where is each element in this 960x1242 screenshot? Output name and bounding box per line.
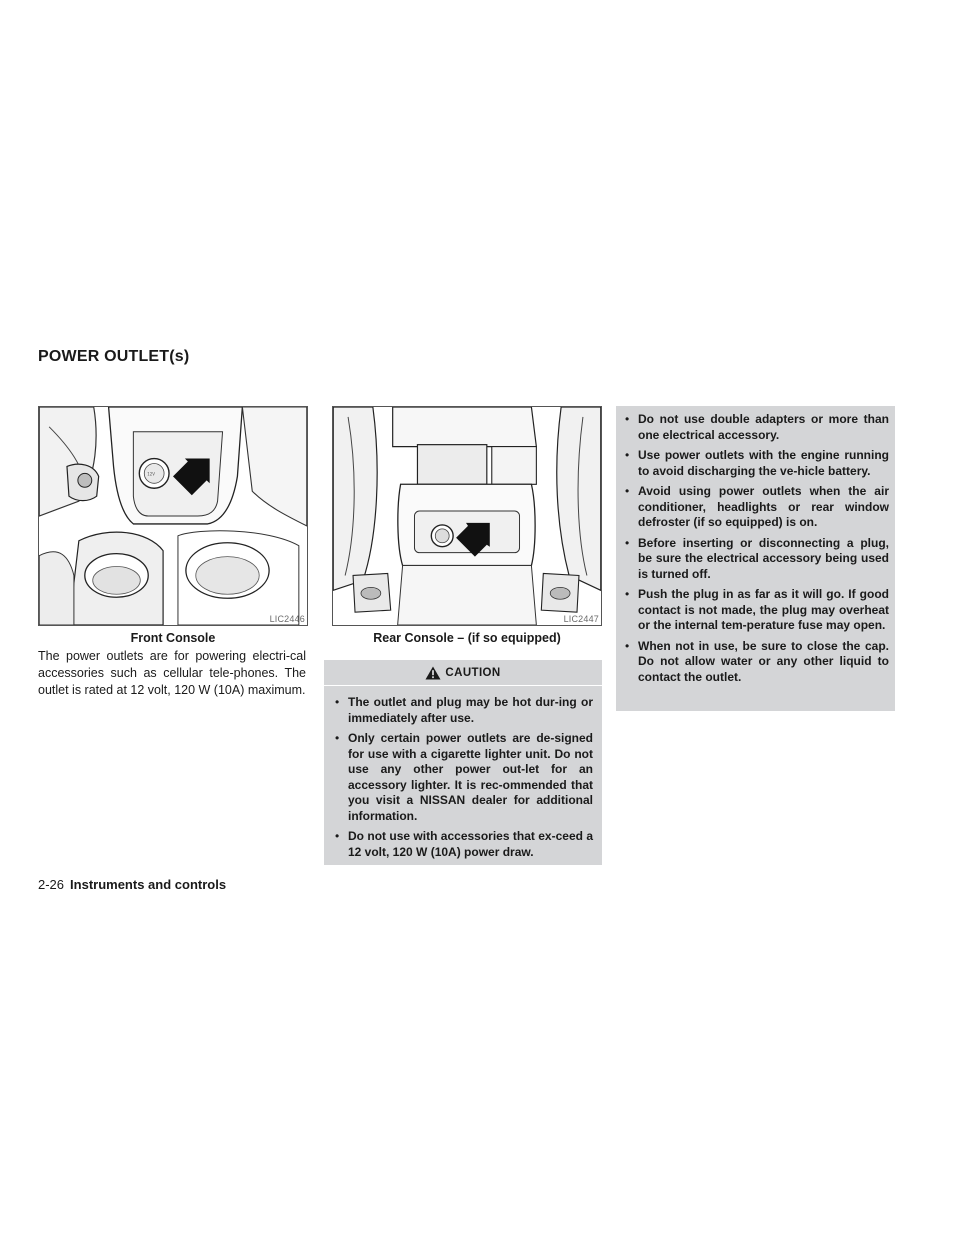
front-console-illustration (39, 407, 307, 625)
caution-label: CAUTION (445, 666, 501, 679)
list-item: • Do not use with accessories that ex-ceed a 12 volt, 120 W (10A) power draw. (333, 829, 593, 860)
caution-continued-box (616, 406, 895, 711)
list-item: • Before inserting or disconnecting a plug, be sure the electrical accessory being used is turned off. (623, 536, 889, 583)
rear-console-illustration (333, 407, 601, 625)
list-item: • When not in use, be sure to close the cap. Do not allow water or any other liquid to contact the outlet. (623, 639, 889, 686)
front-console-figure (38, 406, 308, 626)
figure-code: LIC2447 (563, 614, 599, 624)
caution-list-continued (623, 412, 889, 685)
rear-console-figure (332, 406, 602, 626)
warning-triangle-icon (425, 666, 441, 680)
caution-list (333, 695, 593, 860)
svg-text:12V: 12V (147, 471, 155, 477)
list-item: • Push the plug in as far as it will go. If good contact is not made, the plug may overheat or the internal tem-perature fuse may open. (623, 587, 889, 634)
section-title: POWER OUTLET(s) (38, 348, 190, 365)
body-paragraph: The power outlets are for powering electri-cal accessories such as cellular tele-phones. The outlet is rated at 12 volt, 120 W (10A) maximum. (38, 649, 306, 697)
caution-box (324, 660, 602, 865)
list-item: • Use power outlets with the engine running to avoid discharging the ve-hicle battery. (623, 448, 889, 479)
list-item: • Avoid using power outlets when the air conditioner, headlights or rear window defroster (if so equipped) is on. (623, 484, 889, 531)
rear-console-caption: Rear Console – (if so equipped) (373, 631, 561, 645)
list-item: • The outlet and plug may be hot dur-ing or immediately after use. (333, 695, 593, 726)
page-number: 2-26 (38, 877, 65, 892)
caution-header (324, 660, 602, 686)
figure-code: LIC2446 (269, 614, 305, 624)
list-item: • Do not use double adapters or more than one electrical accessory. (623, 412, 889, 443)
list-item: • Only certain power outlets are de-signed for use with a cigarette lighter unit. Do not use any other power out-let for an accessory lighter. It is rec-ommended that you visit a NISSAN dealer for additional information. (333, 731, 593, 824)
page-footer (38, 877, 226, 892)
front-console-caption: Front Console (130, 631, 216, 645)
footer-section-title: Instruments and controls (70, 877, 227, 892)
